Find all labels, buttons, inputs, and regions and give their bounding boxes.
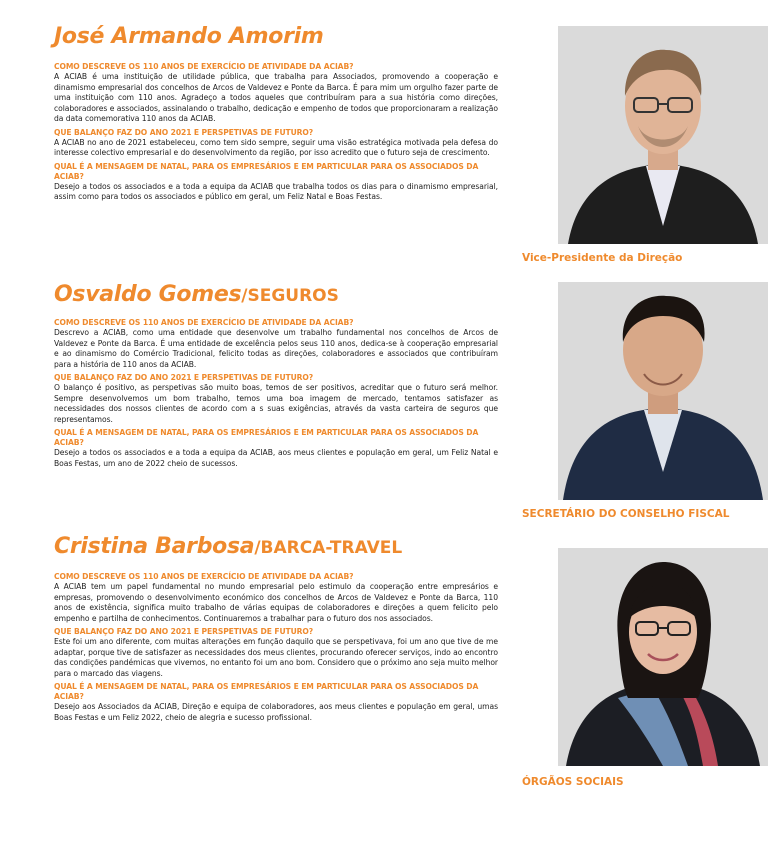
person-name: Cristina Barbosa/BARCA-TRAVEL <box>54 534 403 559</box>
question: COMO DESCREVE OS 110 ANOS DE EXERCÍCIO DE ATIVIDADE DA ACIAB? <box>54 62 354 71</box>
answer: A ACIAB no ano de 2021 estabeleceu, como tem sido sempre, seguir uma visão estratégica motivada pela defesa do interesse colectivo empresarial e do desenvolvimento da região, por isso acredito que o futuro seja de crescimento. <box>54 137 498 157</box>
answer: A ACIAB é uma instituição de utilidade pública, que trabalha para Associados, promovendo a cooperação e dinamismo empresarial dos concelhos de Arcos de Valdevez e Ponte da Barca. É para mim um orgulho fazer parte de uma instituição com 110 anos. Agradeço a todos aqueles que contribuíram para a sua história como direções, colaboradores e associados, assinalando o trabalho, dedicação e empenho de todos que proporcionaram a realização da data comemorativa 110 anos da ACIAB. <box>54 72 498 123</box>
portrait-man-suit-icon <box>558 282 768 500</box>
person-name: José Armando Amorim <box>54 24 324 49</box>
question: QUE BALANÇO FAZ DO ANO 2021 E PERSPETIVAS DE FUTURO? <box>54 627 314 636</box>
portrait-man-glasses-icon <box>558 26 768 244</box>
person-name: Osvaldo Gomes/SEGUROS <box>54 282 339 307</box>
question: QUAL É A MENSAGEM DE NATAL, PARA OS EMPRESÁRIOS E EM PARTICULAR PARA OS ASSOCIADOS DA ACIAB? <box>54 428 479 447</box>
answer: Este foi um ano diferente, com muitas alterações em função daquilo que se perspetivava, foi um ano que tive de me adaptar, porque tive de satisfazer as necessidades dos meus clientes, procurando oferecer serviços, indo ao encontro das condições pandémicas que vivemos, no entanto foi um ano bom. Considero que o próximo ano seja muito melhor para o marcado das viagens. <box>54 637 498 678</box>
answer: Descrevo a ACIAB, como uma entidade que desenvolve um trabalho fundamental nos concelhos de Arcos de Valdevez e Ponte da Barca. É uma entidade de excelência pelos seus 110 anos, dedica-se à cooperação empresarial e ao dinamismo do Comércio Tradicional, felicito todas as direções, colaboradores e associados que contribuíram para a história de 110 anos da ACIAB. <box>54 328 498 369</box>
answer: O balanço é positivo, as perspetivas são muito boas, temos de ser positivos, acreditar que o futuro será melhor. Sempre desenvolvemos um bom trabalho, temos uma boa imagem de mercado, tentamos satisfazer as necessidades dos nossos clientes de acordo com a s suas exigências, através da vasta carteira de seguros que representamos. <box>54 383 498 424</box>
answer: Desejo a todos os associados e a toda a equipa da ACIAB, aos meus clientes e população em geral, um Feliz Natal e Boas Festas, um ano de 2022 cheio de sucessos. <box>54 448 498 468</box>
portrait-photo <box>558 282 768 500</box>
question: QUE BALANÇO FAZ DO ANO 2021 E PERSPETIVAS DE FUTURO? <box>54 373 314 382</box>
question: QUAL É A MENSAGEM DE NATAL, PARA OS EMPRESÁRIOS E EM PARTICULAR PARA OS ASSOCIADOS DA ACIAB? <box>54 161 479 181</box>
portrait-woman-glasses-icon <box>558 548 768 766</box>
person-org: /SEGUROS <box>241 286 339 306</box>
answer: Desejo aos Associados da ACIAB, Direção e equipa de colaboradores, aos meus clientes e população em geral, umas Boas Festas e um Feliz 2022, cheio de alegria e sucesso profissional. <box>54 702 498 722</box>
question: QUE BALANÇO FAZ DO ANO 2021 E PERSPETIVAS DE FUTURO? <box>54 127 314 137</box>
portrait-photo <box>558 548 768 766</box>
person-role: Vice-Presidente da Direção <box>522 252 683 264</box>
question: COMO DESCREVE OS 110 ANOS DE EXERCÍCIO DE ATIVIDADE DA ACIAB? <box>54 572 354 581</box>
person-org: /BARCA-TRAVEL <box>254 538 403 558</box>
person-role: ÓRGÃOS SOCIAIS <box>522 776 624 788</box>
interview-block <box>54 572 498 726</box>
answer: Desejo a todos os associados e a toda a equipa da ACIAB que trabalha todos os dias para o dinamismo empresarial, assim como para todos os associados e público em geral, um Feliz Natal e Boas Festas. <box>54 181 498 201</box>
portrait-photo <box>558 26 768 244</box>
interview-block <box>54 62 498 206</box>
question: COMO DESCREVE OS 110 ANOS DE EXERCÍCIO DE ATIVIDADE DA ACIAB? <box>54 318 354 327</box>
interview-block <box>54 318 498 472</box>
question: QUAL É A MENSAGEM DE NATAL, PARA OS EMPRESÁRIOS E EM PARTICULAR PARA OS ASSOCIADOS DA ACIAB? <box>54 682 479 701</box>
person-role: SECRETÁRIO DO CONSELHO FISCAL <box>522 508 730 520</box>
answer: A ACIAB tem um papel fundamental no mundo empresarial pelo estimulo da cooperação entre empresários e empresas, promovendo o desenvolvimento económico dos concelhos de Arcos de Valdevez e Ponte da Barca, 110 anos de existência, significa muito trabalho de várias equipas de colaboradores e direções a quem felicito pelo empenho e partilha de conhecimentos. Continuaremos a trabalhar para o futuro dos nos associados. <box>54 582 498 623</box>
